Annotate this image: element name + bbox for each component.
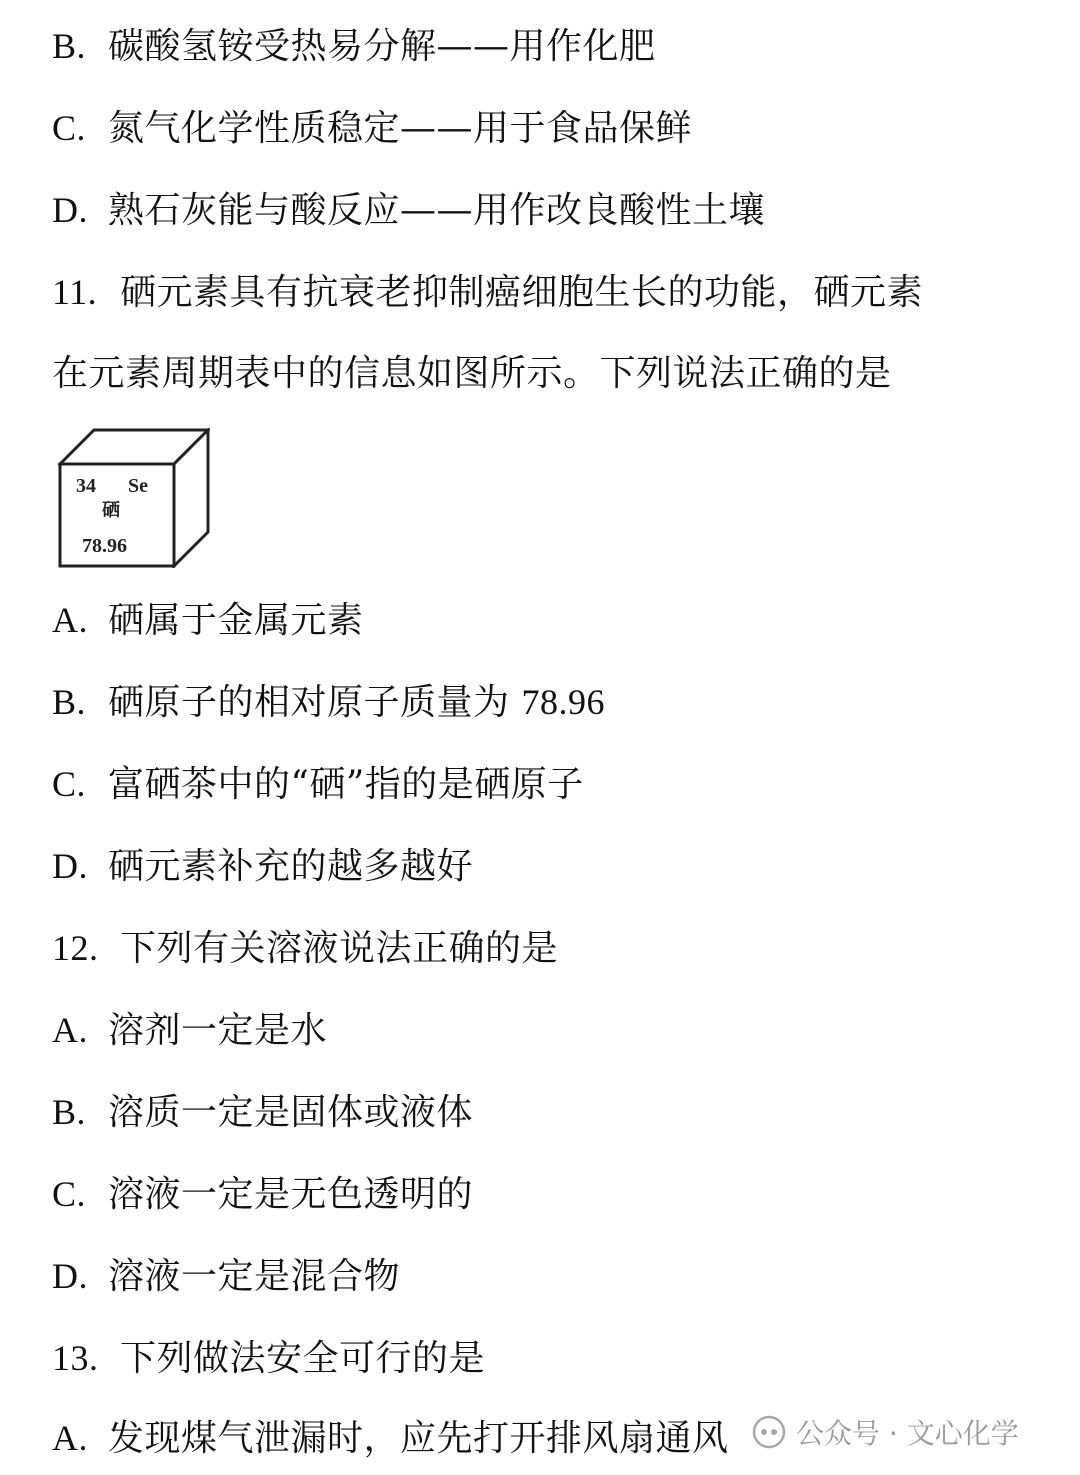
atomic-number: 34 (76, 475, 96, 497)
question-text: 硒元素具有抗衰老抑制癌细胞生长的功能，硒元素 (120, 272, 924, 313)
wechat-official-account-icon (752, 1415, 786, 1449)
option-label: D. (52, 1256, 88, 1296)
option-b-q11 (52, 680, 605, 725)
option-label: A. (52, 1010, 88, 1050)
option-b-q10 (52, 24, 656, 69)
option-number: 78.96 (521, 682, 605, 722)
option-label: C. (52, 1174, 87, 1214)
question-13-stem (52, 1336, 485, 1381)
option-label: C. (52, 108, 87, 148)
option-d-q10 (52, 188, 765, 233)
question-text: 下列做法安全可行的是 (120, 1338, 486, 1379)
option-a-q13 (52, 1416, 729, 1461)
element-name: 硒 (102, 500, 120, 521)
option-b-q12 (52, 1090, 473, 1135)
option-text: 溶液一定是混合物 (108, 1256, 401, 1297)
option-label: B. (52, 682, 87, 722)
option-label: B. (52, 1092, 87, 1132)
option-text: 溶质一定是固体或液体 (108, 1092, 474, 1133)
periodic-element-figure (58, 428, 210, 568)
option-label: C. (52, 764, 87, 804)
atomic-mass: 78.96 (82, 535, 127, 557)
option-a-q11 (52, 598, 364, 643)
option-c-q11 (52, 762, 584, 807)
option-d-q12 (52, 1254, 400, 1299)
option-text: 熟石灰能与酸反应——用作改良酸性土壤 (108, 190, 766, 231)
question-11-stem-line2 (52, 352, 892, 396)
question-text: 在元素周期表中的信息如图所示。下列说法正确的是 (52, 353, 892, 394)
question-number: 13. (52, 1338, 99, 1378)
option-text: 碳酸氢铵受热易分解——用作化肥 (108, 26, 656, 67)
watermark (752, 1412, 1019, 1452)
option-label: B. (52, 26, 87, 66)
option-label: D. (52, 190, 88, 230)
option-text: 硒属于金属元素 (108, 600, 364, 641)
option-label: A. (52, 1418, 88, 1458)
question-number: 12. (52, 928, 99, 968)
question-text: 下列有关溶液说法正确的是 (120, 928, 559, 969)
option-d-q11 (52, 844, 473, 889)
option-label: A. (52, 600, 88, 640)
question-12-stem (52, 926, 558, 971)
option-text: 富硒茶中的“硒”指的是硒原子 (108, 764, 584, 805)
question-11-stem-line1 (52, 270, 923, 315)
question-number: 11. (52, 272, 98, 312)
option-c-q10 (52, 106, 692, 151)
option-label: D. (52, 846, 88, 886)
watermark-text: 公众号 · 文心化学 (796, 1417, 1019, 1450)
option-text: 硒原子的相对原子质量为 (108, 682, 522, 723)
option-a-q12 (52, 1008, 327, 1053)
option-text: 溶剂一定是水 (108, 1010, 328, 1051)
option-text: 硒元素补充的越多越好 (108, 846, 474, 887)
option-c-q12 (52, 1172, 473, 1217)
element-symbol: Se (128, 475, 148, 497)
option-text: 发现煤气泄漏时，应先打开排风扇通风 (108, 1418, 729, 1459)
option-text: 氮气化学性质稳定——用于食品保鲜 (108, 108, 693, 149)
option-text: 溶液一定是无色透明的 (108, 1174, 474, 1215)
